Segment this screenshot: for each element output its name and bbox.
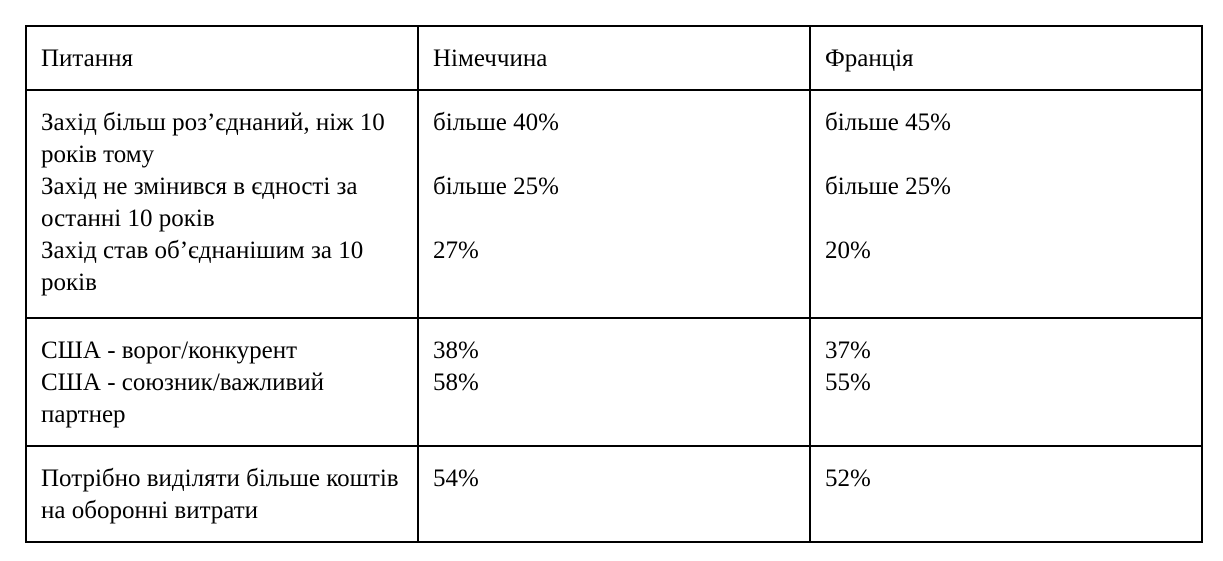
question-text: США - союзник/важливий партнер xyxy=(41,369,325,428)
france-value: більше 25% xyxy=(825,173,951,200)
table-header-row xyxy=(26,26,1202,90)
header-question: Питання xyxy=(26,26,418,90)
france-value: більше 45% xyxy=(825,109,951,136)
header-france: Франція xyxy=(810,26,1202,90)
question-cell xyxy=(26,90,418,318)
germany-value: більше 40% xyxy=(433,109,559,136)
germany-value: 38% xyxy=(433,337,479,364)
germany-value: більше 25% xyxy=(433,173,559,200)
france-cell xyxy=(810,90,1202,318)
table-row xyxy=(26,318,1202,446)
germany-cell xyxy=(418,90,810,318)
question-text: Потрібно виділяти більше коштів на оборонні витрати xyxy=(41,465,399,524)
france-value: 55% xyxy=(825,369,871,396)
france-value: 20% xyxy=(825,237,871,264)
france-cell xyxy=(810,446,1202,542)
table-row xyxy=(26,90,1202,318)
germany-value: 58% xyxy=(433,369,479,396)
question-cell xyxy=(26,318,418,446)
germany-cell xyxy=(418,446,810,542)
question-text: Захід став об’єднанішим за 10 років xyxy=(41,237,364,296)
header-germany: Німеччина xyxy=(418,26,810,90)
france-value: 37% xyxy=(825,337,871,364)
table-row xyxy=(26,446,1202,542)
france-cell xyxy=(810,318,1202,446)
question-text: Захід не змінився в єдності за останні 10 років xyxy=(41,173,358,232)
france-value: 52% xyxy=(825,465,871,492)
germany-value: 27% xyxy=(433,237,479,264)
question-cell xyxy=(26,446,418,542)
germany-cell xyxy=(418,318,810,446)
survey-table xyxy=(25,25,1203,543)
germany-value: 54% xyxy=(433,465,479,492)
question-text: Захід більш роз’єднаний, ніж 10 років тому xyxy=(41,109,385,168)
question-text: США - ворог/конкурент xyxy=(41,337,298,364)
